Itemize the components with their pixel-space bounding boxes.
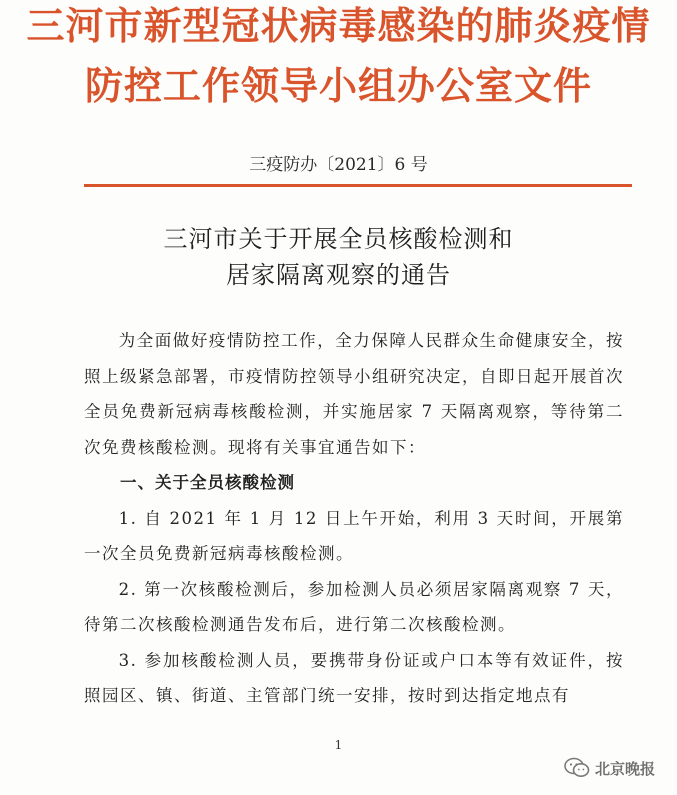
document-number: 三疫防办〔2021〕6 号 bbox=[249, 155, 428, 175]
notice-body bbox=[84, 323, 624, 714]
list-item: 3. 参加核酸检测人员，要携带身份证或户口本等有效证件，按照园区、镇、街道、主管部门统一安排，按时到达指定地点有 bbox=[84, 650, 624, 705]
notice-title-line1: 三河市关于开展全员核酸检测和 bbox=[163, 225, 514, 253]
header-title-line2: 防控工作领导小组办公室文件 bbox=[84, 64, 592, 108]
section-heading: 一、关于全员核酸检测 bbox=[120, 473, 295, 492]
list-item: 1. 自 2021 年 1 月 12 日上午开始，利用 3 天时间，开展第一次全员免费新冠病毒核酸检测。 bbox=[84, 508, 624, 563]
header-divider bbox=[84, 184, 632, 187]
header-title-line1: 三河市新型冠状病毒感染的肺炎疫情 bbox=[26, 4, 651, 48]
list-item: 2. 第一次核酸检测后，参加检测人员必须居家隔离观察 7 天，待第二次核酸检测通告发布后，进行第二次核酸检测。 bbox=[84, 579, 624, 634]
intro-paragraph: 为全面做好疫情防控工作，全力保障人民群众生命健康安全，按照上级紧急部署，市疫情防控领导小组研究决定，自即日起开展首次全员免费新冠病毒核酸检测，并实施居家 7 天隔离观察，等待第二次免费核酸检测。现将有关事宜通告如下： bbox=[84, 331, 624, 457]
watermark bbox=[564, 757, 655, 779]
wechat-icon bbox=[564, 757, 590, 779]
watermark-text: 北京晚报 bbox=[594, 759, 655, 778]
notice-title-line2: 居家隔离观察的通告 bbox=[226, 261, 451, 289]
page-number: 1 bbox=[334, 738, 343, 752]
